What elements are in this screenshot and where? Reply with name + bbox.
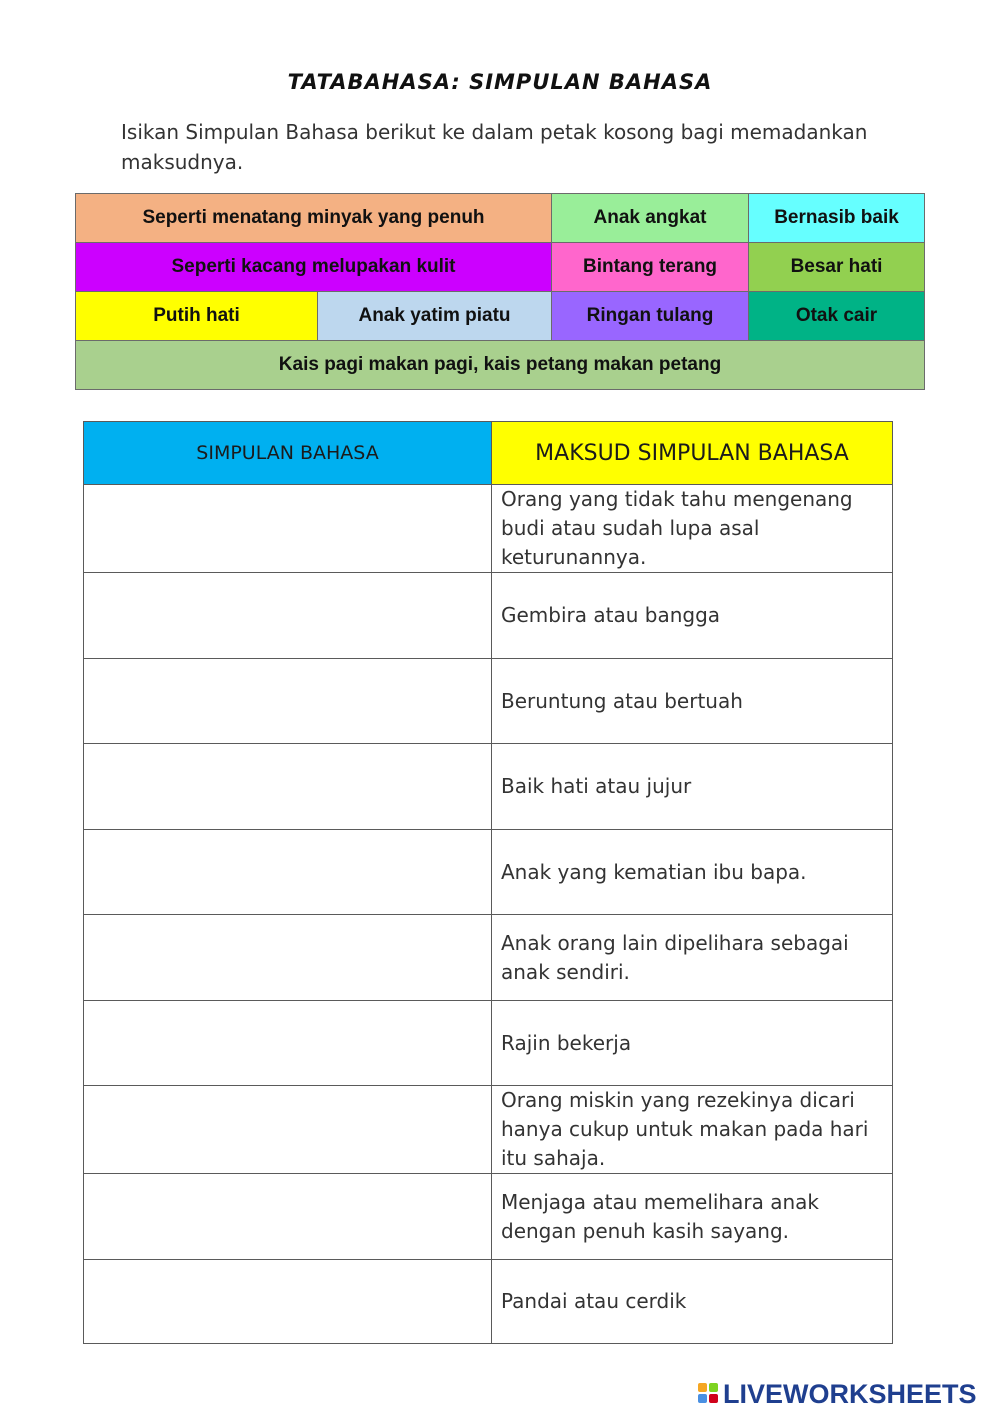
table-row xyxy=(84,573,893,659)
header-maksud: MAKSUD SIMPULAN BAHASA xyxy=(492,422,893,485)
answer-drop-box[interactable] xyxy=(84,1260,492,1344)
word-bank-item[interactable]: Anak angkat xyxy=(552,194,749,243)
answer-drop-box[interactable] xyxy=(84,744,492,830)
meaning-text: Rajin bekerja xyxy=(492,1001,893,1086)
word-bank xyxy=(75,193,925,390)
answer-table xyxy=(83,421,893,1344)
word-bank-item[interactable]: Besar hati xyxy=(749,243,925,292)
table-row xyxy=(84,1174,893,1260)
header-simpulan-bahasa: SIMPULAN BAHASA xyxy=(84,422,492,485)
logo-text: LIVEWORKSHEETS xyxy=(723,1378,977,1409)
instruction-text: Isikan Simpulan Bahasa berikut ke dalam petak kosong bagi memadankan maksudnya. xyxy=(121,120,868,174)
answer-drop-box[interactable] xyxy=(84,485,492,573)
meaning-text: Baik hati atau jujur xyxy=(492,744,893,830)
meaning-text: Pandai atau cerdik xyxy=(492,1260,893,1344)
word-bank-row xyxy=(76,194,925,243)
table-row xyxy=(84,1001,893,1086)
table-row xyxy=(84,1260,893,1344)
answer-drop-box[interactable] xyxy=(84,573,492,659)
table-row xyxy=(84,915,893,1001)
word-bank-row xyxy=(76,341,925,390)
liveworksheets-logo-icon xyxy=(698,1383,720,1405)
meaning-text: Anak orang lain dipelihara sebagai anak sendiri. xyxy=(492,915,893,1001)
word-bank-item[interactable]: Ringan tulang xyxy=(552,292,749,341)
answer-drop-box[interactable] xyxy=(84,915,492,1001)
table-row xyxy=(84,659,893,744)
table-row xyxy=(84,830,893,915)
word-bank-item[interactable]: Bernasib baik xyxy=(749,194,925,243)
answer-table-header xyxy=(84,422,893,485)
word-bank-row xyxy=(76,243,925,292)
meaning-text: Beruntung atau bertuah xyxy=(492,659,893,744)
word-bank-item[interactable]: Bintang terang xyxy=(552,243,749,292)
answer-drop-box[interactable] xyxy=(84,1174,492,1260)
meaning-text: Menjaga atau memelihara anak dengan penuh kasih sayang. xyxy=(492,1174,893,1260)
answer-drop-box[interactable] xyxy=(84,1001,492,1086)
meaning-text: Gembira atau bangga xyxy=(492,573,893,659)
table-row xyxy=(84,744,893,830)
meaning-text: Orang miskin yang rezekinya dicari hanya cukup untuk makan pada hari itu sahaja. xyxy=(492,1086,893,1174)
answer-drop-box[interactable] xyxy=(84,1086,492,1174)
word-bank-item[interactable]: Kais pagi makan pagi, kais petang makan petang xyxy=(76,341,925,390)
meaning-text: Anak yang kematian ibu bapa. xyxy=(492,830,893,915)
word-bank-row xyxy=(76,292,925,341)
word-bank-item[interactable]: Anak yatim piatu xyxy=(318,292,552,341)
word-bank-item[interactable]: Seperti kacang melupakan kulit xyxy=(76,243,552,292)
word-bank-item[interactable]: Otak cair xyxy=(749,292,925,341)
liveworksheets-logo xyxy=(698,1378,977,1410)
meaning-text: Orang yang tidak tahu mengenang budi atau sudah lupa asal keturunannya. xyxy=(492,485,893,573)
page-title: TATABAHASA: SIMPULAN BAHASA xyxy=(287,70,713,94)
table-row xyxy=(84,485,893,573)
table-row xyxy=(84,1086,893,1174)
answer-drop-box[interactable] xyxy=(84,659,492,744)
answer-drop-box[interactable] xyxy=(84,830,492,915)
word-bank-item[interactable]: Putih hati xyxy=(76,292,318,341)
word-bank-item[interactable]: Seperti menatang minyak yang penuh xyxy=(76,194,552,243)
